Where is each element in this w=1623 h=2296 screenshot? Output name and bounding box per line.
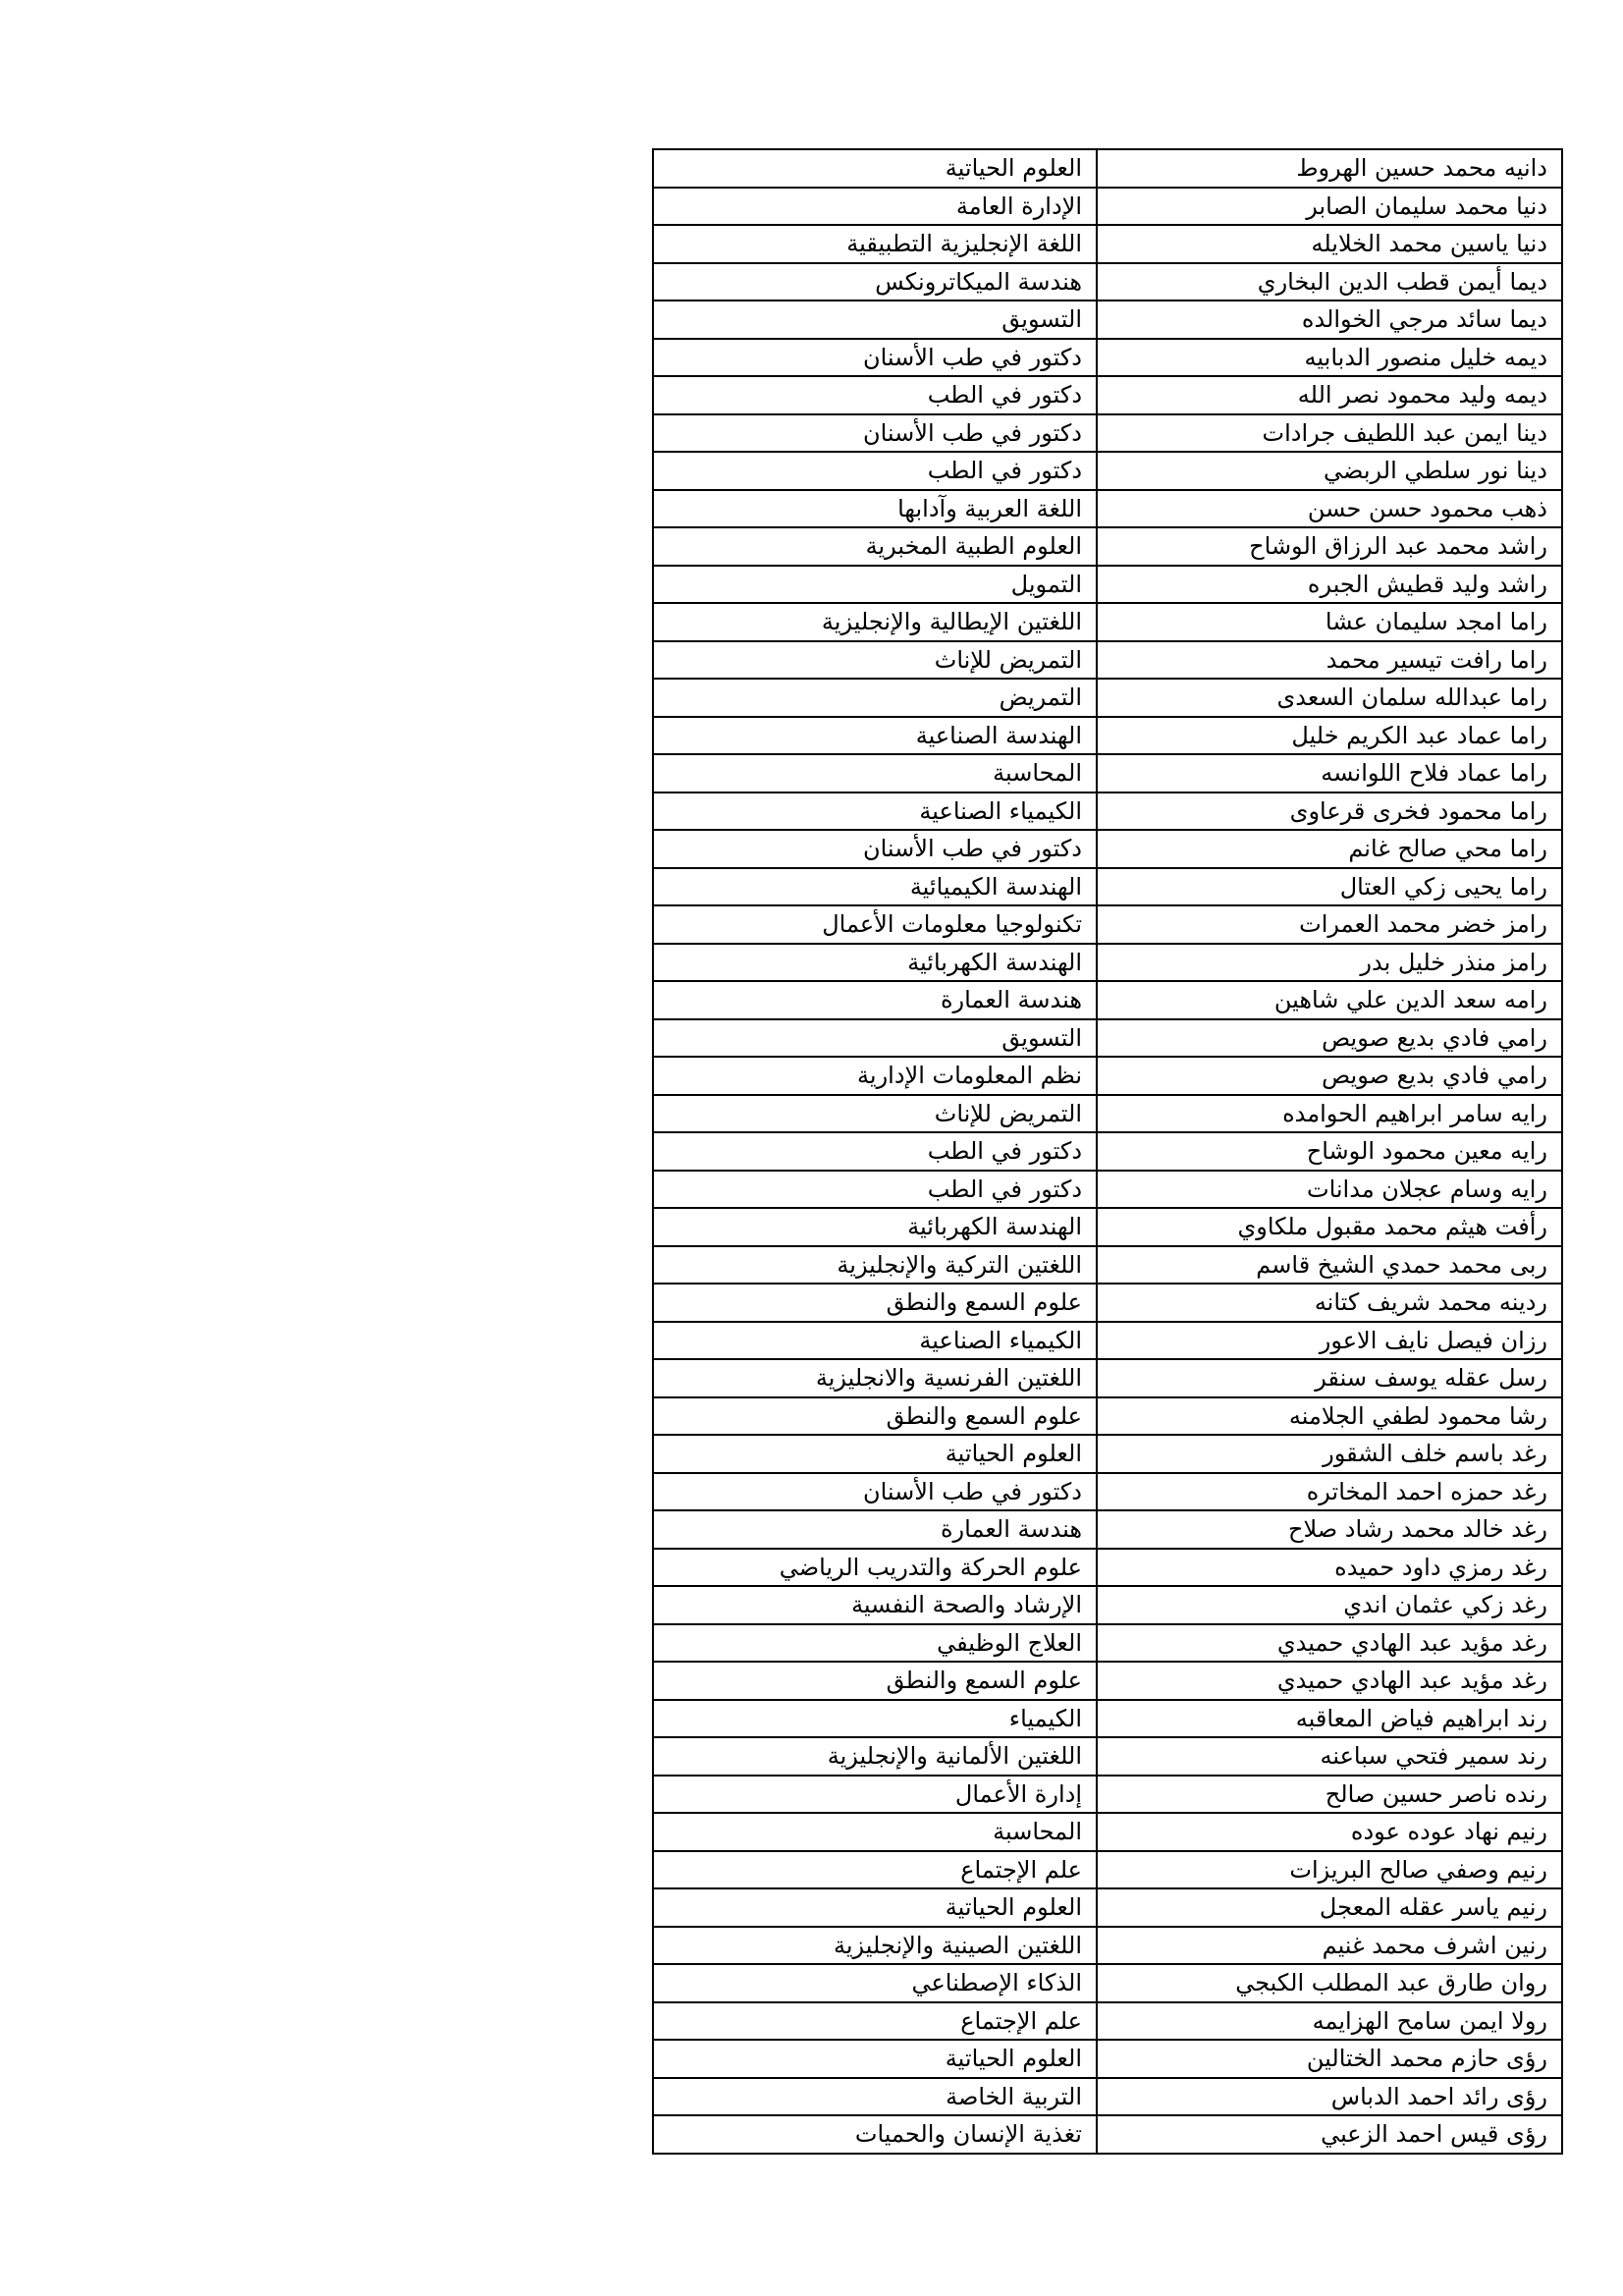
major-cell: العلوم الطبية المخبرية (653, 527, 1097, 566)
student-name-cell: دينا ايمن عبد اللطيف جرادات (1097, 414, 1562, 453)
major-cell: دكتور في الطب (653, 1171, 1097, 1209)
major-cell: دكتور في طب الأسنان (653, 339, 1097, 377)
major-cell: اللغة العربية وآدابها (653, 490, 1097, 528)
major-cell: التمريض (653, 679, 1097, 717)
table-row (653, 1019, 1562, 1058)
student-name-cell: رغد مؤيد عبد الهادي حميدي (1097, 1662, 1562, 1700)
student-name-cell: رند ابراهيم فياض المعاقبه (1097, 1700, 1562, 1738)
major-cell: العلاج الوظيفي (653, 1624, 1097, 1663)
table-row (653, 1095, 1562, 1133)
major-cell: اللغة الإنجليزية التطبيقية (653, 225, 1097, 263)
major-cell: نظم المعلومات الإدارية (653, 1057, 1097, 1095)
major-cell: الهندسة الكهربائية (653, 944, 1097, 982)
major-cell: الكيمياء (653, 1700, 1097, 1738)
student-name-cell: رند سمير فتحي سباعنه (1097, 1737, 1562, 1776)
major-cell: اللغتين التركية والإنجليزية (653, 1246, 1097, 1285)
major-cell: المحاسبة (653, 754, 1097, 793)
student-name-cell: رايه سامر ابراهيم الحوامده (1097, 1095, 1562, 1133)
major-cell: الهندسة الصناعية (653, 717, 1097, 755)
table-row (653, 1549, 1562, 1587)
table-row (653, 603, 1562, 641)
table-row (653, 1888, 1562, 1927)
table-row (653, 1776, 1562, 1814)
student-name-cell: راما عماد فلاح اللوانسه (1097, 754, 1562, 793)
table-row (653, 2115, 1562, 2154)
student-name-cell: رزان فيصل نايف الاعور (1097, 1322, 1562, 1360)
student-name-cell: راما يحيى زكي العتال (1097, 868, 1562, 906)
major-cell: دكتور في الطب (653, 376, 1097, 414)
student-name-cell: رامي فادي بديع صويص (1097, 1019, 1562, 1058)
student-name-cell: رامز منذر خليل بدر (1097, 944, 1562, 982)
student-name-cell: ديما سائد مرجي الخوالده (1097, 301, 1562, 339)
table-row (653, 1435, 1562, 1473)
table-row (653, 1927, 1562, 1965)
major-cell: علم الإجتماع (653, 1851, 1097, 1889)
student-name-cell: رغد زكي عثمان اندي (1097, 1586, 1562, 1624)
table-row (653, 1057, 1562, 1095)
table-row (653, 830, 1562, 868)
major-cell: دكتور في الطب (653, 1132, 1097, 1171)
table-row (653, 263, 1562, 301)
student-name-cell: راما عبدالله سلمان السعدى (1097, 679, 1562, 717)
major-cell: الهندسة الكهربائية (653, 1208, 1097, 1246)
table-row (653, 225, 1562, 263)
student-name-cell: رولا ايمن سامح الهزايمه (1097, 2002, 1562, 2041)
table-row (653, 1359, 1562, 1397)
table-row (653, 527, 1562, 566)
table-row (653, 339, 1562, 377)
student-name-cell: راشد محمد عبد الرزاق الوشاح (1097, 527, 1562, 566)
major-cell: هندسة العمارة (653, 981, 1097, 1019)
student-name-cell: رشا محمود لطفي الجلامنه (1097, 1397, 1562, 1436)
student-name-cell: دنيا ياسين محمد الخلايله (1097, 225, 1562, 263)
student-name-cell: رغد رمزي داود حميده (1097, 1549, 1562, 1587)
student-name-cell: ديمه وليد محمود نصر الله (1097, 376, 1562, 414)
major-cell: اللغتين الإيطالية والإنجليزية (653, 603, 1097, 641)
table-row (653, 793, 1562, 831)
table-row (653, 641, 1562, 680)
table-row (653, 754, 1562, 793)
table-row (653, 1737, 1562, 1776)
table-body (653, 149, 1562, 2154)
student-name-cell: رامه سعد الدين علي شاهين (1097, 981, 1562, 1019)
student-name-cell: رؤى قيس احمد الزعبي (1097, 2115, 1562, 2154)
major-cell: اللغتين الصينية والإنجليزية (653, 1927, 1097, 1965)
table-row (653, 905, 1562, 944)
major-cell: العلوم الحياتية (653, 1435, 1097, 1473)
table-row (653, 149, 1562, 188)
student-name-cell: راما محمود فخرى قرعاوى (1097, 793, 1562, 831)
table-row (653, 452, 1562, 490)
student-name-cell: رؤى حازم محمد الختالين (1097, 2040, 1562, 2078)
table-row (653, 1624, 1562, 1663)
major-cell: العلوم الحياتية (653, 1888, 1097, 1927)
table-row (653, 1813, 1562, 1851)
major-cell: الذكاء الإصطناعي (653, 1964, 1097, 2002)
student-name-cell: راما امجد سليمان عشا (1097, 603, 1562, 641)
major-cell: علوم الحركة والتدريب الرياضي (653, 1549, 1097, 1587)
table-row (653, 1208, 1562, 1246)
major-cell: هندسة العمارة (653, 1510, 1097, 1549)
table-row (653, 981, 1562, 1019)
student-name-cell: رنده ناصر حسين صالح (1097, 1776, 1562, 1814)
table-row (653, 944, 1562, 982)
major-cell: تكنولوجيا معلومات الأعمال (653, 905, 1097, 944)
major-cell: علم الإجتماع (653, 2002, 1097, 2041)
major-cell: علوم السمع والنطق (653, 1662, 1097, 1700)
student-name-cell: رغد خالد محمد رشاد صلاح (1097, 1510, 1562, 1549)
major-cell: التربية الخاصة (653, 2078, 1097, 2116)
student-name-cell: راما محي صالح غانم (1097, 830, 1562, 868)
major-cell: هندسة الميكاترونكس (653, 263, 1097, 301)
major-cell: التمريض للإناث (653, 1095, 1097, 1133)
student-name-cell: رغد حمزه احمد المخاتره (1097, 1473, 1562, 1511)
table-row (653, 1700, 1562, 1738)
student-name-cell: راشد وليد قطيش الجبره (1097, 566, 1562, 604)
student-name-cell: رغد مؤيد عبد الهادي حميدي (1097, 1624, 1562, 1663)
major-cell: التسويق (653, 1019, 1097, 1058)
student-name-cell: دينا نور سلطي الربضي (1097, 452, 1562, 490)
student-name-cell: دنيا محمد سليمان الصابر (1097, 188, 1562, 226)
student-name-cell: رنيم ياسر عقله المعجل (1097, 1888, 1562, 1927)
table-row (653, 2040, 1562, 2078)
student-name-cell: رنين اشرف محمد غنيم (1097, 1927, 1562, 1965)
major-cell: العلوم الحياتية (653, 2040, 1097, 2078)
table-row (653, 717, 1562, 755)
student-name-cell: روان طارق عبد المطلب الكبجي (1097, 1964, 1562, 2002)
student-name-cell: راما عماد عبد الكريم خليل (1097, 717, 1562, 755)
major-cell: علوم السمع والنطق (653, 1397, 1097, 1436)
student-name-cell: ربى محمد حمدي الشيخ قاسم (1097, 1246, 1562, 1285)
table-row (653, 1473, 1562, 1511)
table-row (653, 1510, 1562, 1549)
major-cell: إدارة الأعمال (653, 1776, 1097, 1814)
major-cell: الإدارة العامة (653, 188, 1097, 226)
major-cell: التمريض للإناث (653, 641, 1097, 680)
table-row (653, 376, 1562, 414)
table-row (653, 1132, 1562, 1171)
table-row (653, 490, 1562, 528)
table-row (653, 679, 1562, 717)
student-table (652, 148, 1563, 2155)
major-cell: الهندسة الكيميائية (653, 868, 1097, 906)
student-name-cell: ردينه محمد شريف كتانه (1097, 1284, 1562, 1322)
student-name-cell: رامي فادي بديع صويص (1097, 1057, 1562, 1095)
table-row (653, 1246, 1562, 1285)
student-name-cell: رايه معين محمود الوشاح (1097, 1132, 1562, 1171)
table-row (653, 1284, 1562, 1322)
student-name-cell: رأفت هيثم محمد مقبول ملكاوي (1097, 1208, 1562, 1246)
table-row (653, 566, 1562, 604)
student-name-cell: ذهب محمود حسن حسن (1097, 490, 1562, 528)
major-cell: المحاسبة (653, 1813, 1097, 1851)
major-cell: العلوم الحياتية (653, 149, 1097, 188)
table-row (653, 1171, 1562, 1209)
major-cell: التمويل (653, 566, 1097, 604)
student-name-cell: ديمه خليل منصور الدبابيه (1097, 339, 1562, 377)
major-cell: اللغتين الفرنسية والانجليزية (653, 1359, 1097, 1397)
table-row (653, 868, 1562, 906)
student-name-cell: رامز خضر محمد العمرات (1097, 905, 1562, 944)
major-cell: دكتور في طب الأسنان (653, 830, 1097, 868)
student-name-cell: رسل عقله يوسف سنقر (1097, 1359, 1562, 1397)
major-cell: دكتور في طب الأسنان (653, 1473, 1097, 1511)
major-cell: تغذية الإنسان والحميات (653, 2115, 1097, 2154)
major-cell: التسويق (653, 301, 1097, 339)
major-cell: الكيمياء الصناعية (653, 793, 1097, 831)
student-name-cell: رغد باسم خلف الشقور (1097, 1435, 1562, 1473)
student-name-cell: رنيم نهاد عوده عوده (1097, 1813, 1562, 1851)
student-name-cell: راما رافت تيسير محمد (1097, 641, 1562, 680)
major-cell: الإرشاد والصحة النفسية (653, 1586, 1097, 1624)
student-name-cell: دانيه محمد حسين الهروط (1097, 149, 1562, 188)
table-row (653, 301, 1562, 339)
table-row (653, 188, 1562, 226)
major-cell: دكتور في طب الأسنان (653, 414, 1097, 453)
major-cell: اللغتين الألمانية والإنجليزية (653, 1737, 1097, 1776)
student-name-cell: رنيم وصفي صالح البريزات (1097, 1851, 1562, 1889)
table-row (653, 1586, 1562, 1624)
table-row (653, 1322, 1562, 1360)
table-row (653, 1397, 1562, 1436)
student-name-cell: رؤى رائد احمد الدباس (1097, 2078, 1562, 2116)
table-row (653, 2002, 1562, 2041)
table-row (653, 1662, 1562, 1700)
table-row (653, 1964, 1562, 2002)
major-cell: علوم السمع والنطق (653, 1284, 1097, 1322)
major-cell: الكيمياء الصناعية (653, 1322, 1097, 1360)
student-name-cell: رايه وسام عجلان مدانات (1097, 1171, 1562, 1209)
table-row (653, 414, 1562, 453)
table-row (653, 2078, 1562, 2116)
table-row (653, 1851, 1562, 1889)
major-cell: دكتور في الطب (653, 452, 1097, 490)
student-name-cell: ديما أيمن قطب الدين البخاري (1097, 263, 1562, 301)
